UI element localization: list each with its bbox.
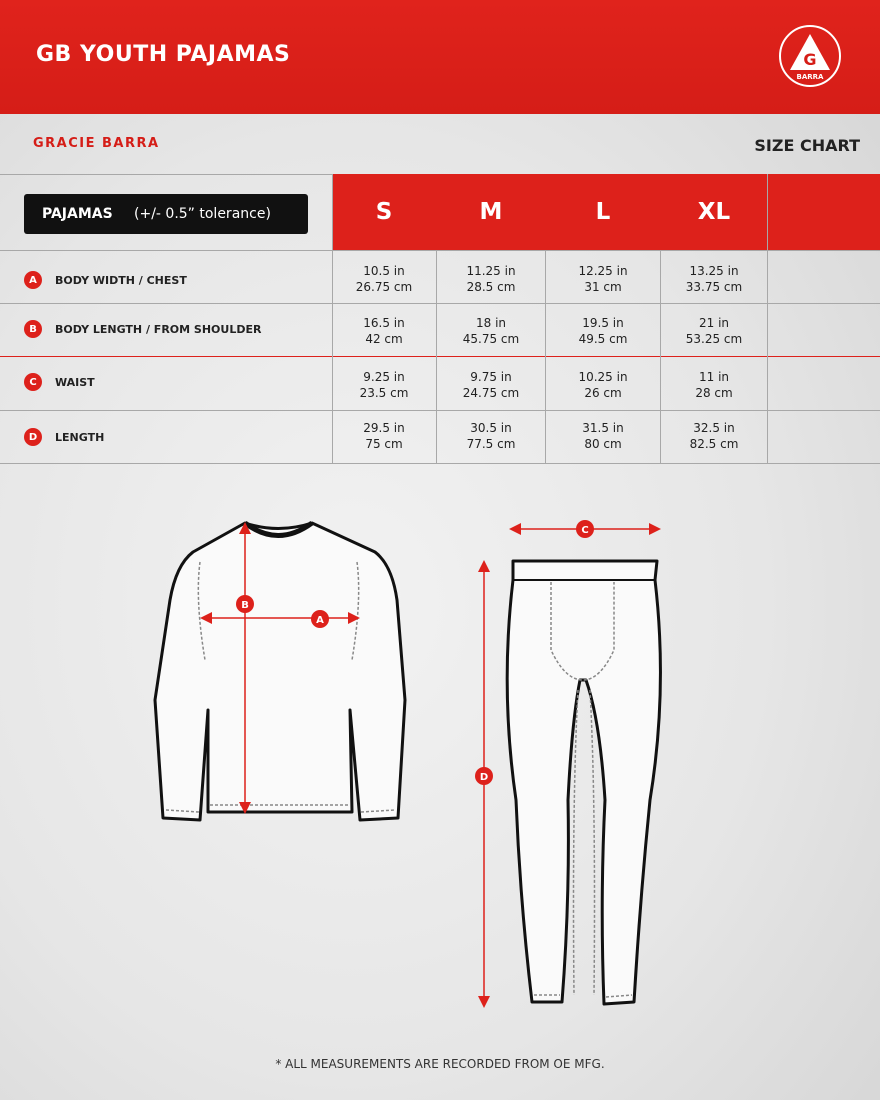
row-label-text: WAIST bbox=[55, 375, 95, 389]
logo-text: BARRA bbox=[796, 73, 824, 81]
row-badge-d: D bbox=[24, 428, 42, 446]
table-cell: 10.5 in 26.75 cm bbox=[355, 264, 413, 294]
garment-diagram bbox=[0, 470, 880, 1040]
row-badge-c: C bbox=[24, 373, 42, 391]
table-cell: 12.25 in 31 cm bbox=[578, 264, 628, 294]
size-header-s: S bbox=[375, 199, 393, 225]
table-cell: 19.5 in 49.5 cm bbox=[578, 316, 628, 346]
table-row-label bbox=[24, 372, 95, 392]
row-divider-red bbox=[0, 356, 880, 357]
product-label: PAJAMAS bbox=[42, 206, 113, 222]
size-chart-label: SIZE CHART bbox=[754, 136, 860, 155]
row-divider bbox=[0, 463, 880, 464]
page-title: GB YOUTH PAJAMAS bbox=[36, 42, 291, 67]
table-cell: 11 in 28 cm bbox=[695, 370, 733, 400]
table-cell: 31.5 in 80 cm bbox=[582, 421, 624, 451]
table-row-label bbox=[24, 319, 261, 339]
row-label-text: LENGTH bbox=[55, 430, 105, 444]
tolerance-note: (+/- 0.5” tolerance) bbox=[134, 206, 271, 222]
row-label-text: BODY WIDTH / CHEST bbox=[55, 273, 187, 287]
size-header-m: M bbox=[479, 199, 503, 225]
size-header-xl: XL bbox=[697, 199, 731, 225]
table-cell: 16.5 in 42 cm bbox=[363, 316, 405, 346]
brand-wordmark: GRACIE BARRA bbox=[33, 136, 160, 151]
table-cell: 10.25 in 26 cm bbox=[578, 370, 628, 400]
table-cell: 13.25 in 33.75 cm bbox=[685, 264, 743, 294]
marker-d-label: D bbox=[479, 772, 489, 783]
size-header-l: L bbox=[595, 199, 611, 225]
row-badge-a: A bbox=[24, 271, 42, 289]
gracie-barra-logo-icon bbox=[778, 24, 842, 88]
marker-a-label: A bbox=[316, 615, 324, 626]
column-divider bbox=[767, 174, 768, 464]
row-divider bbox=[0, 250, 880, 251]
marker-b-label: B bbox=[241, 600, 249, 611]
table-cell: 18 in 45.75 cm bbox=[462, 316, 520, 346]
table-cell: 9.25 in 23.5 cm bbox=[359, 370, 409, 400]
table-cell: 11.25 in 28.5 cm bbox=[466, 264, 516, 294]
table-row-label bbox=[24, 270, 187, 290]
row-badge-b: B bbox=[24, 320, 42, 338]
table-row-label bbox=[24, 427, 104, 447]
shirt-outline bbox=[155, 523, 405, 820]
table-cell: 21 in 53.25 cm bbox=[685, 316, 743, 346]
footnote: * ALL MEASUREMENTS ARE RECORDED FROM OE MFG. bbox=[275, 1057, 605, 1071]
marker-c-label: C bbox=[581, 525, 589, 536]
header-banner bbox=[0, 0, 880, 114]
logo-letter: G bbox=[803, 50, 817, 69]
table-cell: 30.5 in 77.5 cm bbox=[466, 421, 516, 451]
table-cell: 29.5 in 75 cm bbox=[363, 421, 405, 451]
product-label-pill bbox=[24, 194, 308, 234]
row-label-text: BODY LENGTH / FROM SHOULDER bbox=[55, 322, 262, 336]
table-cell: 9.75 in 24.75 cm bbox=[462, 370, 520, 400]
pants-outline bbox=[507, 561, 660, 1004]
row-divider bbox=[0, 410, 880, 411]
row-divider bbox=[0, 303, 880, 304]
table-cell: 32.5 in 82.5 cm bbox=[689, 421, 739, 451]
